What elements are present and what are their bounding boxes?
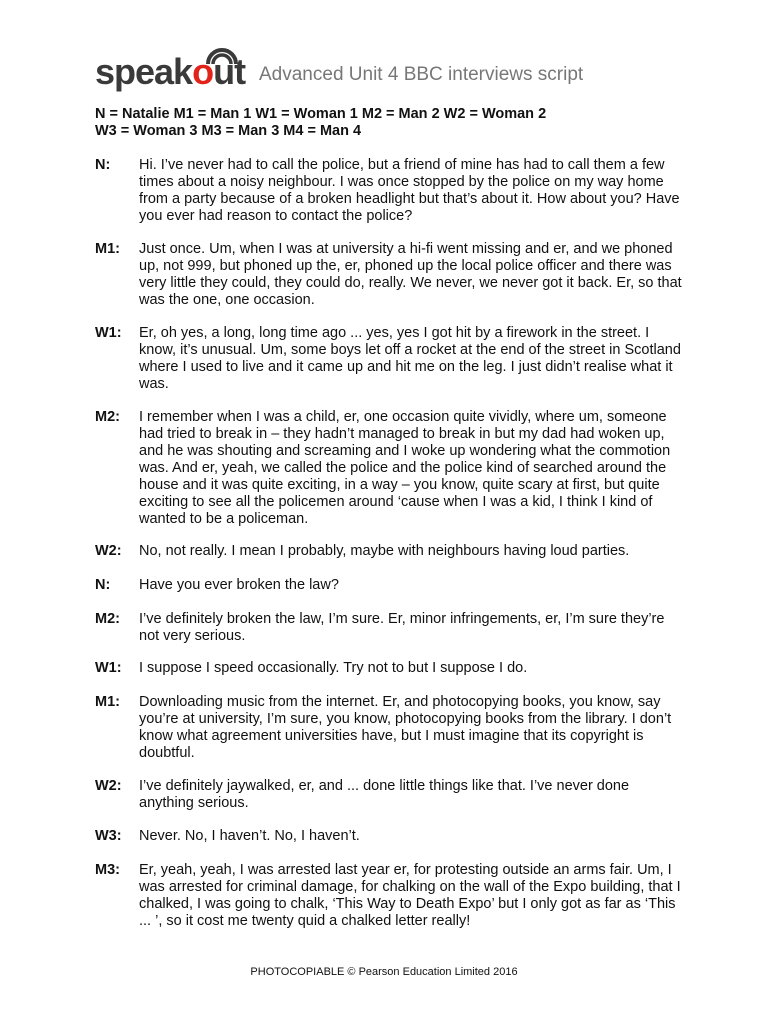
- dialogue-text: I’ve definitely broken the law, I’m sure. Er, minor infringements, er, I’m sure they’re not very serious.: [139, 611, 665, 644]
- dialogue-text: I remember when I was a child, er, one occasion quite vividly, where um, someone had tried to break in – they hadn’t managed to break in but my dad had woken up, and he was shouting and screaming and I woke up wondering what the commotion was. And er, yeah, we called the police and the police kind of searched around the house and it was quite exciting, in a way – you know, quite scary at first, but quite exciting to see all the policemen around ‘cause when I was a kid, I think I kind of wanted to be a policeman.: [139, 409, 671, 527]
- legend-item: M4 = Man 4: [283, 123, 362, 139]
- legend-item: W2 = Woman 2: [443, 106, 547, 122]
- document-header: [95, 44, 715, 92]
- legend-row-2: [95, 123, 685, 140]
- dialogue-text: Hi. I’ve never had to call the police, but a friend of mine has had to call them a few times about a noisy neighbour. I was once stopped by the police on my way home from a party because of a broken headlight but that’s about it. How about you? Have you ever had reason to contact the police?: [139, 157, 680, 224]
- speaker-label: M2:: [95, 409, 120, 425]
- dialogue-text: No, not really. I mean I probably, maybe with neighbours having loud parties.: [139, 543, 630, 559]
- legend-item: M2 = Man 2: [361, 106, 440, 122]
- logo-text-prefix: speak: [95, 51, 193, 92]
- legend-item: W1 = Woman 1: [255, 106, 358, 122]
- dialogue-text: Downloading music from the internet. Er, and photocopying books, you know, say you’re at university, I’m sure, you know, photocopying books from the library. I don’t know what agreement universities have, but I must imagine that its copyright is doubtful.: [139, 694, 672, 761]
- logo-text-o: o: [192, 51, 214, 92]
- legend-item: N = Natalie: [95, 106, 170, 122]
- dialogue-text: Just once. Um, when I was at university a hi-fi went missing and er, and we phoned up, not 999, but phoned up the, er, phoned up the local police officer and there was very little they could, they could do, really. We never, we never got it back. Er, so that was the one, one occasion.: [139, 241, 682, 308]
- speaker-legend: [95, 106, 685, 140]
- dialogue-text: Er, oh yes, a long, long time ago ... yes, yes I got hit by a firework in the street. I know, it’s unusual. Um, some boys let off a rocket at the end of the street in Scotland where I used to live and it came up and hit me on the leg. I just didn’t realise what it was.: [139, 325, 681, 392]
- speaker-label: W2:: [95, 543, 122, 559]
- dialogue-text: Er, yeah, yeah, I was arrested last year er, for protesting outside an arms fair. Um, I was arrested for criminal damage, for chalking on the wall of the Expo building, that I chalked, I was going to chalk, ‘This Way to Death Expo’ but I only got as far as ‘This ... ’, so it cost me twenty quid a chalked letter really!: [139, 862, 681, 929]
- speaker-label: M3:: [95, 862, 120, 878]
- speakout-logo: [95, 44, 263, 92]
- speaker-label: N:: [95, 577, 111, 593]
- dialogue-text: Have you ever broken the law?: [139, 577, 339, 593]
- dialogue-text: I suppose I speed occasionally. Try not to but I suppose I do.: [139, 660, 528, 676]
- speaker-label: M2:: [95, 611, 120, 627]
- speaker-label: W3:: [95, 828, 122, 844]
- legend-item: W3 = Woman 3: [95, 123, 198, 139]
- speaker-label: M1:: [95, 694, 120, 710]
- signal-arcs-icon: [200, 44, 244, 66]
- document-subtitle: Advanced Unit 4 BBC interviews script: [259, 64, 584, 85]
- speaker-label: W1:: [95, 325, 122, 341]
- legend-item: M1 = Man 1: [173, 106, 252, 122]
- page-footer: PHOTOCOPIABLE © Pearson Education Limited 2016: [250, 966, 518, 978]
- speaker-label: W1:: [95, 660, 122, 676]
- legend-row-1: [95, 106, 685, 123]
- speaker-label: N:: [95, 157, 111, 173]
- legend-item: M3 = Man 3: [201, 123, 280, 139]
- speaker-label: M1:: [95, 241, 120, 257]
- speaker-label: W2:: [95, 778, 122, 794]
- dialogue-text: I’ve definitely jaywalked, er, and ... done little things like that. I’ve never done anything serious.: [139, 778, 630, 811]
- logo-text-suffix: ut: [213, 51, 246, 92]
- dialogue-text: Never. No, I haven’t. No, I haven’t.: [139, 828, 360, 844]
